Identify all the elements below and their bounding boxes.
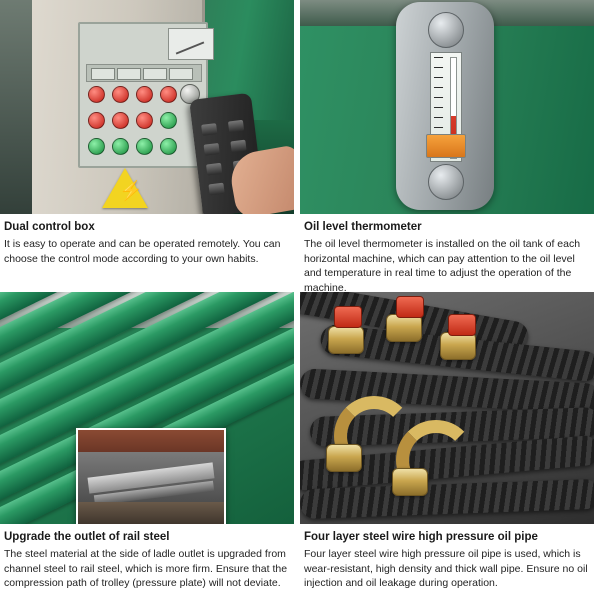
inset-wall [78,430,224,452]
feature-image-oil-level-thermometer [300,0,594,214]
oil-level-thermometer-gauge [396,2,494,210]
feature-image-four-layer-steel-wire-hose [300,292,594,524]
feature-title: Oil level thermometer [304,221,422,233]
control-panel [78,22,208,168]
button-row-3 [88,138,200,156]
feature-caption-oil-level-thermometer [300,214,594,292]
inset-floor [78,502,224,524]
feature-title: Upgrade the outlet of rail steel [4,531,170,543]
button-row-2 [88,112,200,130]
oil-level-window [426,134,466,158]
feature-caption-upgrade-outlet-rail-steel [0,524,294,600]
feature-caption-dual-control-box [0,214,294,292]
control-cabinet [32,0,205,214]
feature-caption-four-layer-steel-wire-hose [300,524,594,600]
feature-description: The steel material at the side of ladle outlet is upgraded from channel steel to rail steel, which is more firm. Ensure that the compression path of trolley (pressure plate) will not deviate. [4,548,288,589]
feature-description: Four layer steel wire high pressure oil pipe is used, which is wear-resistant, high density and thick wall pipe. Ensure no oil injection and oil leakage during operation. [304,548,588,589]
inset-photo-rail-steel [76,428,226,524]
indicator-strip [86,64,202,82]
analog-meter [168,28,214,60]
bottom-bolt [428,164,464,200]
background-wall [0,0,36,214]
feature-title: Four layer steel wire high pressure oil pipe [304,531,538,543]
feature-image-upgrade-outlet-rail-steel [0,292,294,524]
feature-title: Dual control box [4,221,95,233]
feature-description: It is easy to operate and can be operated remotely. You can choose the control mode according to your own habits. [4,238,281,265]
feature-description: The oil level thermometer is installed on the oil tank of each horizontal machine, which can pay attention to the oil level and temperature in real time to adjust the operation of the machine. [304,238,581,292]
electric-hazard-icon [102,168,148,208]
feature-image-dual-control-box [0,0,294,214]
top-bolt [428,12,464,48]
